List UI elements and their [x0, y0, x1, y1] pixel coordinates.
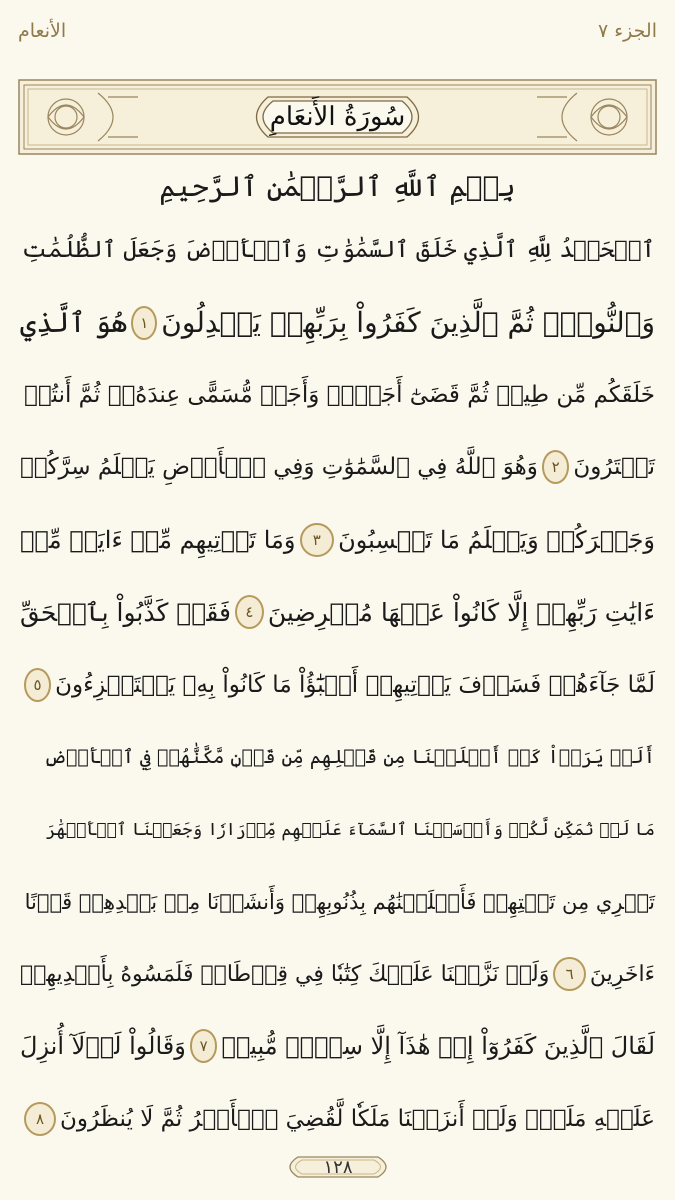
verse-line [20, 1010, 655, 1082]
verse-text: خَلَقَكُم مِّن طِينٖ ثُمَّ قَضَىٰٓ أَجَلٗاۖ وَأَجَلٞ مُّسَمًّى عِندَهُۥۖ ثُمَّ أَنتُمۡ [24, 381, 655, 408]
verse-text: عَلَيۡهِ مَلَكٞۖ وَلَوۡ أَنزَلۡنَا مَلَكٗا لَّقُضِيَ ٱلۡأَمۡرُ ثُمَّ لَا يُنظَرُونَ [59, 1105, 655, 1132]
verse-text: ٱلۡحَمۡدُ لِلَّهِ ٱلَّذِي خَلَقَ ٱلسَّمَٰوَٰتِ وَٱلۡأَرۡضَ وَجَعَلَ ٱلظُّلُمَٰتِ [21, 237, 655, 264]
verse-text: أَلَمۡ يَرَوۡاْ كَمۡ أَهۡلَكۡنَا مِن قَبۡلِهِم مِّن قَرۡنٖ مَّكَّنَّٰهُمۡ فِي ٱلۡأَرۡضِ [43, 745, 655, 768]
surah-title-frame [18, 79, 657, 155]
ayah-number-marker: ٣ [300, 523, 334, 557]
verse-line [20, 1083, 655, 1155]
verse-line [20, 866, 655, 938]
verse-line [20, 504, 655, 576]
verse-text: مَا لَمۡ نُمَكِّن لَّكُمۡ وَأَرۡسَلۡنَا ٱلسَّمَآءَ عَلَيۡهِم مِّدۡرَارٗا وَجَعَلۡنَا ٱلۡأَنۡهَٰرَ [45, 819, 655, 840]
verse-text-continued: فَقَدۡ كَذَّبُواْ بِٱلۡحَقِّ [20, 597, 231, 627]
verse-line [20, 286, 655, 358]
verse-line [20, 793, 655, 865]
ayah-number-marker: ٦ [553, 957, 586, 991]
verse-text-continued: وَهُوَ ٱللَّهُ فِي ٱلسَّمَٰوَٰتِ وَفِي ٱلۡأَرۡضِ يَعۡلَمُ سِرَّكُمۡ [20, 454, 538, 481]
verse-line [20, 721, 655, 793]
verse-text-continued: هُوَ ٱلَّذِي [20, 306, 128, 340]
surah-name-label: الأنعام [18, 20, 67, 42]
ayah-number-marker: ٥ [24, 668, 51, 702]
verse-text-continued: وَمَا تَأۡتِيهِم مِّنۡ ءَايَةٖ مِّنۡ [20, 525, 296, 554]
verse-line [20, 938, 655, 1010]
ayah-number-marker: ١ [131, 306, 157, 340]
verse-line [20, 576, 655, 648]
verse-text: تَمۡتَرُونَ [573, 454, 655, 481]
verse-text: وَجَهۡرَكُمۡ وَيَعۡلَمُ مَا تَكۡسِبُونَ [338, 525, 655, 554]
page-number-badge [278, 1151, 398, 1183]
verse-text: لَقَالَ ٱلَّذِينَ كَفَرُوٓاْ إِنۡ هَٰذَآ إِلَّا سِحۡرٞ مُّبِينٞ [221, 1032, 655, 1061]
verse-text-continued: وَلَوۡ نَزَّلۡنَا عَلَيۡكَ كِتَٰبٗا فِي قِرۡطَاسٖ فَلَمَسُوهُ بِأَيۡدِيهِمۡ [20, 961, 550, 987]
surah-title: سُورَةُ الأَنعَامِ [269, 102, 406, 132]
verse-text: لَمَّا جَآءَهُمۡ فَسَوۡفَ يَأۡتِيهِمۡ أَنۢبَٰٓؤُاْ مَا كَانُواْ بِهِۦ يَسۡتَهۡزِءُونَ [55, 671, 655, 698]
ayah-number-marker: ٧ [190, 1029, 218, 1063]
verse-text: تَجۡرِي مِن تَحۡتِهِمۡ فَأَهۡلَكۡنَٰهُم بِذُنُوبِهِمۡ وَأَنشَأۡنَا مِنۢ بَعۡدِهِمۡ قَرۡنًا [24, 889, 655, 914]
verse-line [20, 431, 655, 503]
ayah-number-marker: ٨ [24, 1102, 56, 1136]
verse-line [20, 359, 655, 431]
page-number: ١٢٨ [323, 1156, 353, 1178]
juz-label: الجزء ٧ [597, 20, 657, 42]
verse-text-continued: وَقَالُواْ لَوۡلَآ أُنزِلَ [20, 1032, 186, 1061]
verse-text: ءَايَٰتِ رَبِّهِمۡ إِلَّا كَانُواْ عَنۡهَا مُعۡرِضِينَ [267, 597, 655, 627]
verse-line [20, 214, 655, 286]
verse-line [20, 648, 655, 720]
ayah-number-marker: ٤ [235, 595, 264, 629]
verse-block [20, 214, 655, 1155]
ayah-number-marker: ٢ [542, 450, 569, 484]
page-header [18, 14, 657, 48]
verse-text: وَٱلنُّورَۖ ثُمَّ ٱلَّذِينَ كَفَرُواْ بِرَبِّهِمۡ يَعۡدِلُونَ [161, 306, 655, 340]
verse-text: ءَاخَرِينَ [589, 961, 655, 987]
basmala: بِسۡمِ ٱللَّهِ ٱلرَّحۡمَٰنِ ٱلرَّحِيمِ [159, 170, 516, 203]
